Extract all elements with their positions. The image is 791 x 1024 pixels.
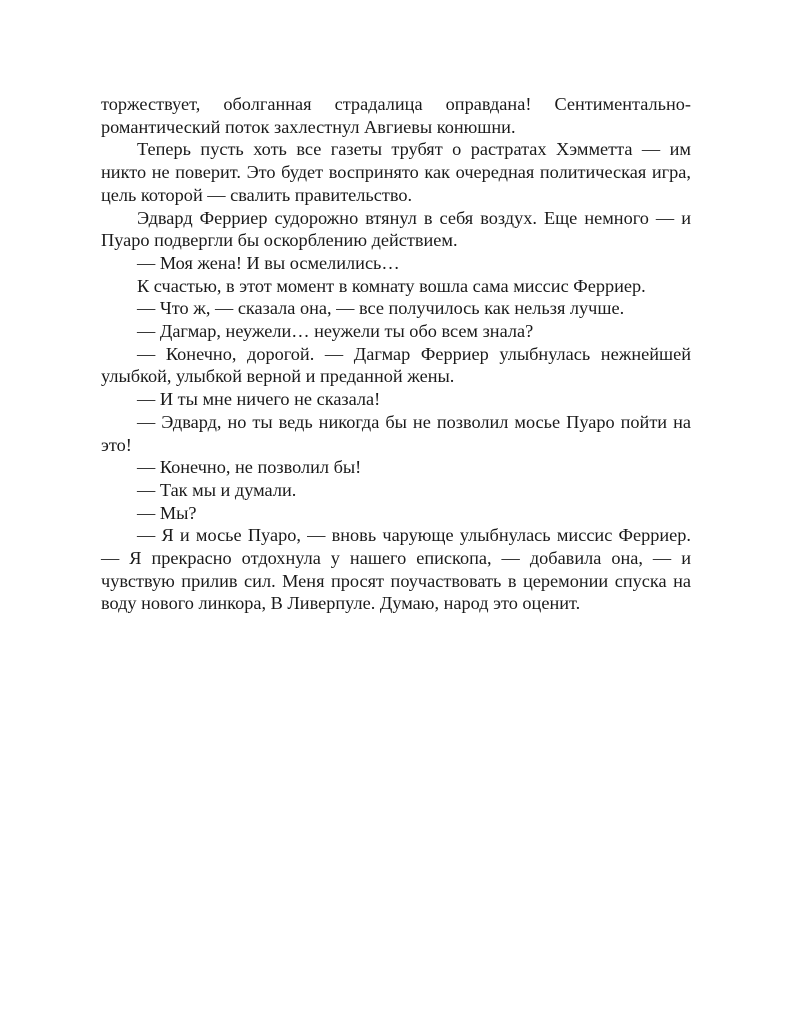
paragraph-10: — Эдвард, но ты ведь никогда бы не позволил мосье Пуаро пойти на это! [101,411,691,455]
paragraph-6: — Что ж, — сказала она, — все получилось как нельзя лучше. [137,298,625,319]
paragraph-11: — Конечно, не позволил бы! [137,457,362,478]
paragraph-14: — Я и мосье Пуаро, — вновь чарующе улыбнулась миссис Ферриер. — Я прекрасно отдохнула у нашего епископа, — добавила она, — и чувствую прилив сил. Меня просят поучаствовать в церемонии спуска на воду нового линкора, В Ливерпуле. Думаю, народ это оценит. [101,525,691,614]
paragraph-12: — Так мы и думали. [137,479,297,500]
paragraph-9: — И ты мне ничего не сказала! [137,389,381,410]
paragraph-4: — Моя жена! И вы осмелились… [137,252,400,273]
paragraph-5: К счастью, в этот момент в комнату вошла сама миссис Ферриер. [137,275,646,296]
paragraph-3: Эдвард Ферриер судорожно втянул в себя воздух. Еще немного — и Пуаро подвергли бы оскорблению действием. [101,207,691,251]
paragraph-1: торжествует, оболганная страдалица оправдана! Сентиментально-романтический поток захлестнул Авгиевы конюшни. [101,94,691,137]
document-page [101,93,691,615]
paragraph-8: — Конечно, дорогой. — Дагмар Ферриер улыбнулась нежнейшей улыбкой, улыбкой верной и преданной жены. [101,343,691,387]
paragraph-7: — Дагмар, неужели… неужели ты обо всем знала? [137,321,534,342]
paragraph-13: — Мы? [137,502,197,523]
paragraph-2: Теперь пусть хоть все газеты трубят о растратах Хэмметта — им никто не поверит. Это будет воспринято как очередная политическая игра, цель которой — свалить правительство. [101,139,691,205]
